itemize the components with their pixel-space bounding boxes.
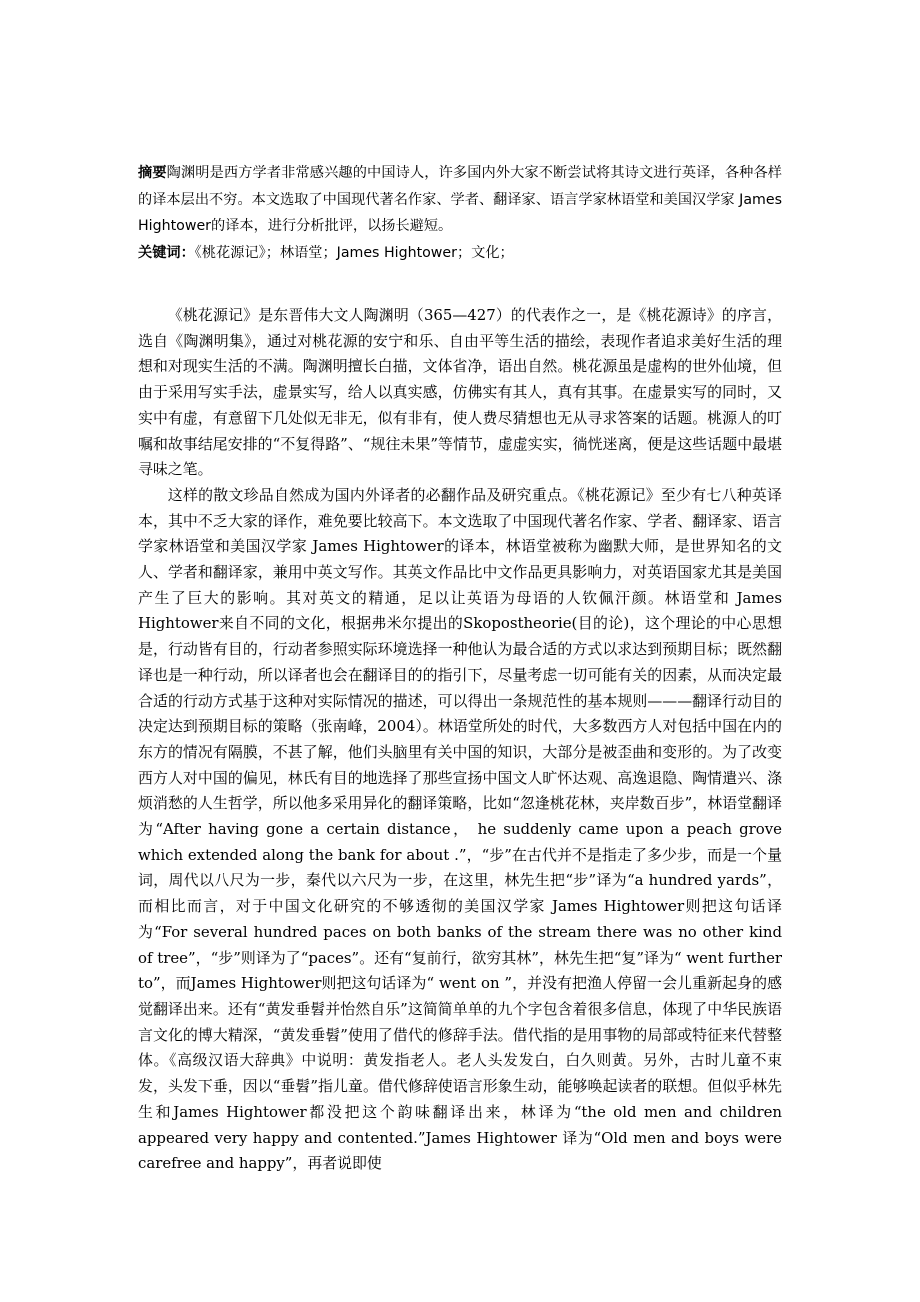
- keywords-paragraph: [138, 240, 782, 267]
- keywords-text: 《桃花源记》；林语堂；James Hightower；文化；: [194, 244, 514, 261]
- abstract-label: 摘要: [138, 165, 167, 181]
- body-section: [138, 303, 782, 1177]
- abstract-paragraph: [138, 160, 782, 240]
- abstract-text: 陶渊明是西方学者非常感兴趣的中国诗人，许多国内外大家不断尝试将其诗文进行英译，各种各样的译本层出不穷。本文选取了中国现代著名作家、学者、翻译家、语言学家林语堂和美国汉学家 James Hightower的译本，进行分析批评，以扬长避短。: [138, 165, 782, 234]
- body-paragraph-1: 《桃花源记》是东晋伟大文人陶渊明（365—427）的代表作之一，是《桃花源诗》的序言，选自《陶渊明集》，通过对桃花源的安宁和乐、自由平等生活的描绘，表现作者追求美好生活的理想和对现实生活的不满。陶渊明擅长白描，文体省净，语出自然。桃花源虽是虚构的世外仙境，但由于采用写实手法，虚景实写，给人以真实感，仿佛实有其人，真有其事。在虚景实写的同时，又实中有虚，有意留下几处似无非无，似有非有，使人费尽猜想也无从寻求答案的话题。桃源人的叮嘱和故事结尾安排的“不复得路”、“规往未果”等情节，虚虚实实，徜恍迷离，便是这些话题中最堪寻味之笔。: [138, 306, 782, 479]
- keywords-label: 关键词：: [138, 244, 195, 261]
- body-paragraph-2: 这样的散文珍品自然成为国内外译者的必翻作品及研究重点。《桃花源记》至少有七八种英译本，其中不乏大家的译作，难免要比较高下。本文选取了中国现代著名作家、学者、翻译家、语言学家林语堂和美国汉学家 James Hightower的译本，林语堂被称为幽默大师，是世界知名的文人、学者和翻译家，兼用中英文写作。其英文作品比中文作品更具影响力，对英语国家尤其是美国产生了巨大的影响。其对英文的精通，足以让英语为母语的人钦佩汗颜。林语堂和 James Hightower来自不同的文化，根据弗米尔提出的Skopostheorie(目的论)，这个理论的中心思想是，行动皆有目的，行动者参照实际环境选择一种他认为最合适的方式以求达到预期目标；既然翻译也是一种行动，所以译者也会在翻译目的的指引下，尽量考虑一切可能有关的因素，从而决定最合适的行动方式基于这种对实际情况的描述，可以得出一条规范性的基本规则———翻译行动目的决定达到预期目标的策略（张南峰，2004）。林语堂所处的时代，大多数西方人对包括中国在内的东方的情况有隔膜，不甚了解，他们头脑里有关中国的知识，大部分是被歪曲和变形的。为了改变西方人对中国的偏见，林氏有目的地选择了那些宣扬中国文人旷怀达观、高逸退隐、陶情遣兴、涤烦消愁的人生哲学，所以他多采用异化的翻译策略，比如“忽逢桃花林，夹岸数百步”，林语堂翻译为“After having gone a certain distance， he suddenly came upon a peach grove which extended along the bank for about .”，“步”在古代并不是指走了多少步，而是一个量词，周代以八尺为一步，秦代以六尺为一步，在这里，林先生把“步”译为“a hundred yards”，而相比而言，对于中国文化研究的不够透彻的美国汉学家 James Hightower则把这句话译为“For several hundred paces on both banks of the stream there was no other kind of tree”，“步”则译为了“paces”。还有“复前行，欲穷其林”，林先生把“复”译为“ went further to”，而James Hightower则把这句话译为“ went on ”，并没有把渔人停留一会儿重新起身的感觉翻译出来。还有“黄发垂髫并怡然自乐”这简简单单的九个字包含着很多信息，体现了中华民族语言文化的博大精深，“黄发垂髫”使用了借代的修辞手法。借代指的是用事物的局部或特征来代替整体。《高级汉语大辞典》中说明：黄发指老人。老人头发发白，白久则黄。另外，古时儿童不束发，头发下垂，因以“垂髫”指儿童。借代修辞使语言形象生动，能够唤起读者的联想。但似乎林先生和James Hightower都没把这个韵味翻译出来，林译为“the old men and children appeared very happy and contented.”James Hightower 译为“Old men and boys were carefree and happy”，再者说即使: [138, 485, 782, 1173]
- abstract-section: [138, 160, 782, 266]
